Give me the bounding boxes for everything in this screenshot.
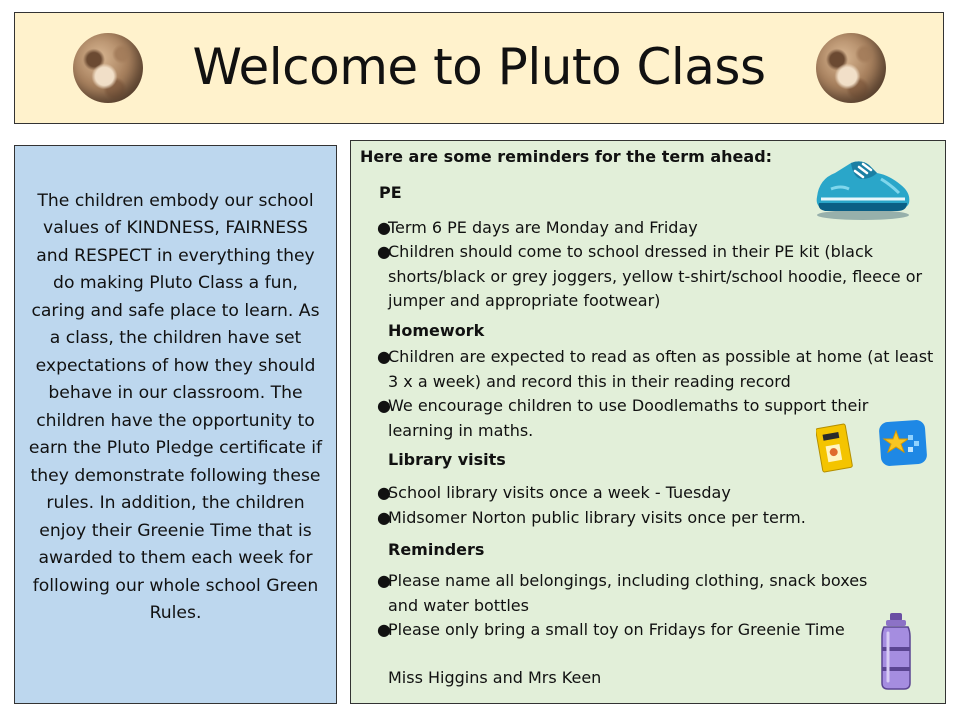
reminders-panel <box>350 140 946 704</box>
page-title: Welcome to Pluto Class <box>192 38 766 96</box>
list-item: ● Children are expected to read as often as possible at home (at least 3 x a week) and record this in their reading record <box>377 347 934 391</box>
signature: Miss Higgins and Mrs Keen <box>388 668 602 687</box>
bullet-icon: ● <box>377 218 391 237</box>
list-item: ● School library visits once a week - Tuesday <box>377 481 937 506</box>
pluto-planet-icon <box>816 33 886 103</box>
header-banner <box>14 12 944 124</box>
reminders-intro: Here are some reminders for the term ahead: <box>360 147 773 166</box>
section-heading-reminders: Reminders <box>388 540 485 559</box>
list-item: ● Please name all belongings, including clothing, snack boxes and water bottles <box>377 571 868 615</box>
class-values-text: The children embody our school values of KINDNESS, FAIRNESS and RESPECT in everything they do making Pluto Class a fun, caring and safe place to learn. As a class, the children have set expectations of how they should behave in our classroom. The children have the opportunity to earn the Pluto Pledge certificate if they demonstrate following these rules. In addition, the children enjoy their Greenie Time that is awarded to them each week for following our whole school Green Rules. <box>28 190 323 623</box>
list-item: ● We encourage children to use Doodlemaths to support their learning in maths. <box>377 396 869 440</box>
bullet-icon: ● <box>377 508 391 527</box>
list-item: ● Children should come to school dressed in their PE kit (black shorts/black or grey joggers, yellow t-shirt/school hoodie, fleece or jumper and appropriate footwear) <box>377 242 923 310</box>
list-item: ● Term 6 PE days are Monday and Friday <box>377 216 937 241</box>
trainer-shoe-icon <box>811 149 915 223</box>
section-heading-homework: Homework <box>388 321 485 340</box>
doodlemaths-app-icon <box>878 419 930 469</box>
bullet-icon: ● <box>377 620 391 639</box>
class-values-panel <box>14 145 337 704</box>
bullet-icon: ● <box>377 483 391 502</box>
water-bottle-icon <box>878 611 914 691</box>
section-heading-pe: PE <box>379 183 402 202</box>
bullet-icon: ● <box>377 347 391 366</box>
bullet-icon: ● <box>377 396 391 415</box>
reading-record-book-icon <box>816 423 854 473</box>
section-heading-library-visits: Library visits <box>388 450 506 469</box>
list-item: ● Please only bring a small toy on Fridays for Greenie Time <box>377 618 897 643</box>
bullet-icon: ● <box>377 571 391 590</box>
bullet-icon: ● <box>377 242 391 261</box>
list-item: ● Midsomer Norton public library visits once per term. <box>377 506 937 531</box>
